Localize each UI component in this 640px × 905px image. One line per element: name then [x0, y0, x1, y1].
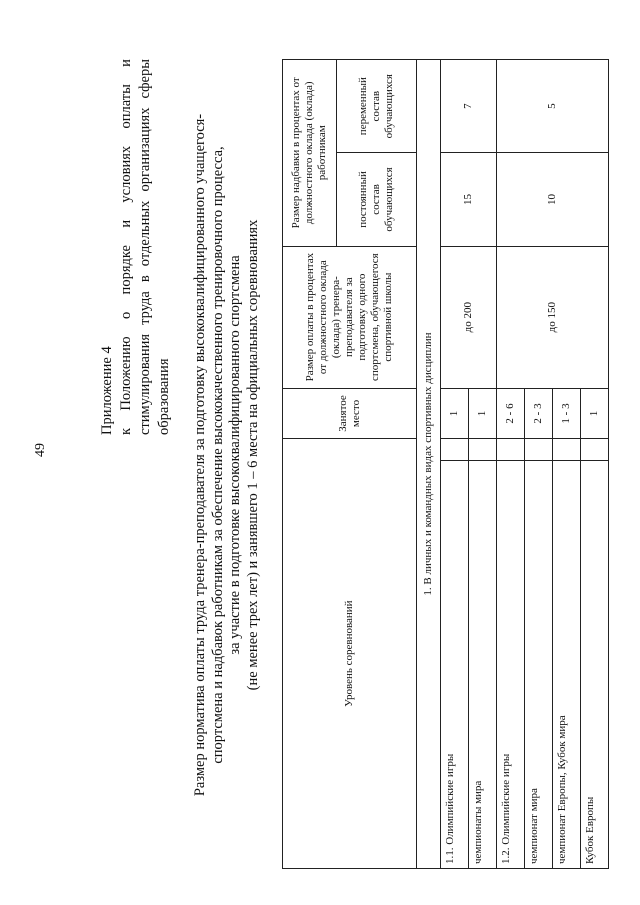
- variable-cell: 5: [497, 60, 609, 153]
- appendix-line-3: образования: [156, 358, 172, 435]
- pct-cell: до 200: [441, 246, 497, 388]
- blank-cell: [581, 439, 609, 461]
- appendix-word: и: [118, 219, 134, 228]
- header-level: Уровень соревнований: [283, 439, 417, 869]
- appendix-word: стимулирования: [137, 333, 153, 435]
- appendix-word: о: [118, 311, 134, 320]
- place-cell: 1: [469, 388, 497, 439]
- blank-cell: [497, 439, 525, 461]
- appendix-title: Приложение 4: [99, 346, 115, 435]
- place-cell: 1 - 3: [553, 388, 581, 439]
- variable-cell: 7: [441, 60, 497, 153]
- heading-line: Размер норматива оплаты труда тренера-преподавателя за подготовку высококвалифицированного учащегося-: [192, 113, 208, 797]
- level-cell: чемпионаты мира: [469, 461, 497, 869]
- section-title: 1. В личных и командных видах спортивных дисциплин: [417, 60, 441, 869]
- table-row: [441, 60, 469, 869]
- header-pct: Размер оплаты в процентах от должностного оклада (оклада) тренера-преподавателя за подготовку одного спортсмена, обучающегося спортивной школы: [283, 246, 417, 388]
- appendix-word: оплаты: [118, 84, 134, 129]
- place-cell: 1: [581, 388, 609, 439]
- appendix-block: [98, 59, 174, 435]
- appendix-word: и: [118, 59, 134, 67]
- blank-cell: [469, 439, 497, 461]
- level-cell: чемпионат Европы, Кубок мира: [553, 461, 581, 869]
- permanent-cell: 15: [441, 153, 497, 246]
- rates-table: [282, 59, 609, 869]
- header-variable: переменный состав обучающихся: [337, 60, 417, 153]
- blank-cell: [441, 439, 469, 461]
- appendix-word: условиях: [118, 145, 134, 203]
- appendix-word: к: [118, 427, 134, 435]
- blank-cell: [553, 439, 581, 461]
- appendix-word: порядке: [118, 245, 134, 295]
- table-header-row: [283, 60, 337, 869]
- section-row: [417, 60, 441, 869]
- document-heading: [192, 65, 262, 845]
- blank-cell: [525, 439, 553, 461]
- header-permanent: постоянный состав обучающихся: [337, 153, 417, 246]
- appendix-word: труда: [137, 291, 153, 325]
- heading-line: (не менее трех лет) и занявшего 1 – 6 места на официальных соревнованиях: [244, 219, 261, 691]
- level-cell: чемпионат мира: [525, 461, 553, 869]
- appendix-word: Положению: [118, 336, 134, 411]
- page-number: 49: [33, 443, 48, 457]
- place-cell: 2 - 3: [525, 388, 553, 439]
- header-place: Занятое место: [283, 388, 417, 439]
- heading-line: спортсмена и надбавок работникам за обеспечение высококачественного тренировочного процесса,: [209, 146, 226, 764]
- header-bonus: Размер надбавки в процентах от должностного оклада (оклада) работникам: [283, 60, 337, 247]
- heading-line: за участие в подготовке высококвалифицированного спортсмена: [227, 255, 243, 655]
- appendix-word: отдельных: [137, 200, 153, 267]
- level-cell: 1.2. Олимпийские игры: [497, 461, 525, 869]
- level-cell: Кубок Европы: [581, 461, 609, 869]
- appendix-line-2: [136, 59, 155, 435]
- table-row: [497, 60, 525, 869]
- appendix-word: сферы: [137, 59, 153, 99]
- place-cell: 2 - 6: [497, 388, 525, 439]
- pct-cell: до 150: [497, 246, 609, 388]
- permanent-cell: 10: [497, 153, 609, 246]
- appendix-word: в: [137, 275, 153, 283]
- appendix-line-1: [117, 59, 136, 435]
- place-cell: 1: [441, 388, 469, 439]
- level-cell: 1.1. Олимпийские игры: [441, 461, 469, 869]
- appendix-word: организациях: [137, 107, 153, 192]
